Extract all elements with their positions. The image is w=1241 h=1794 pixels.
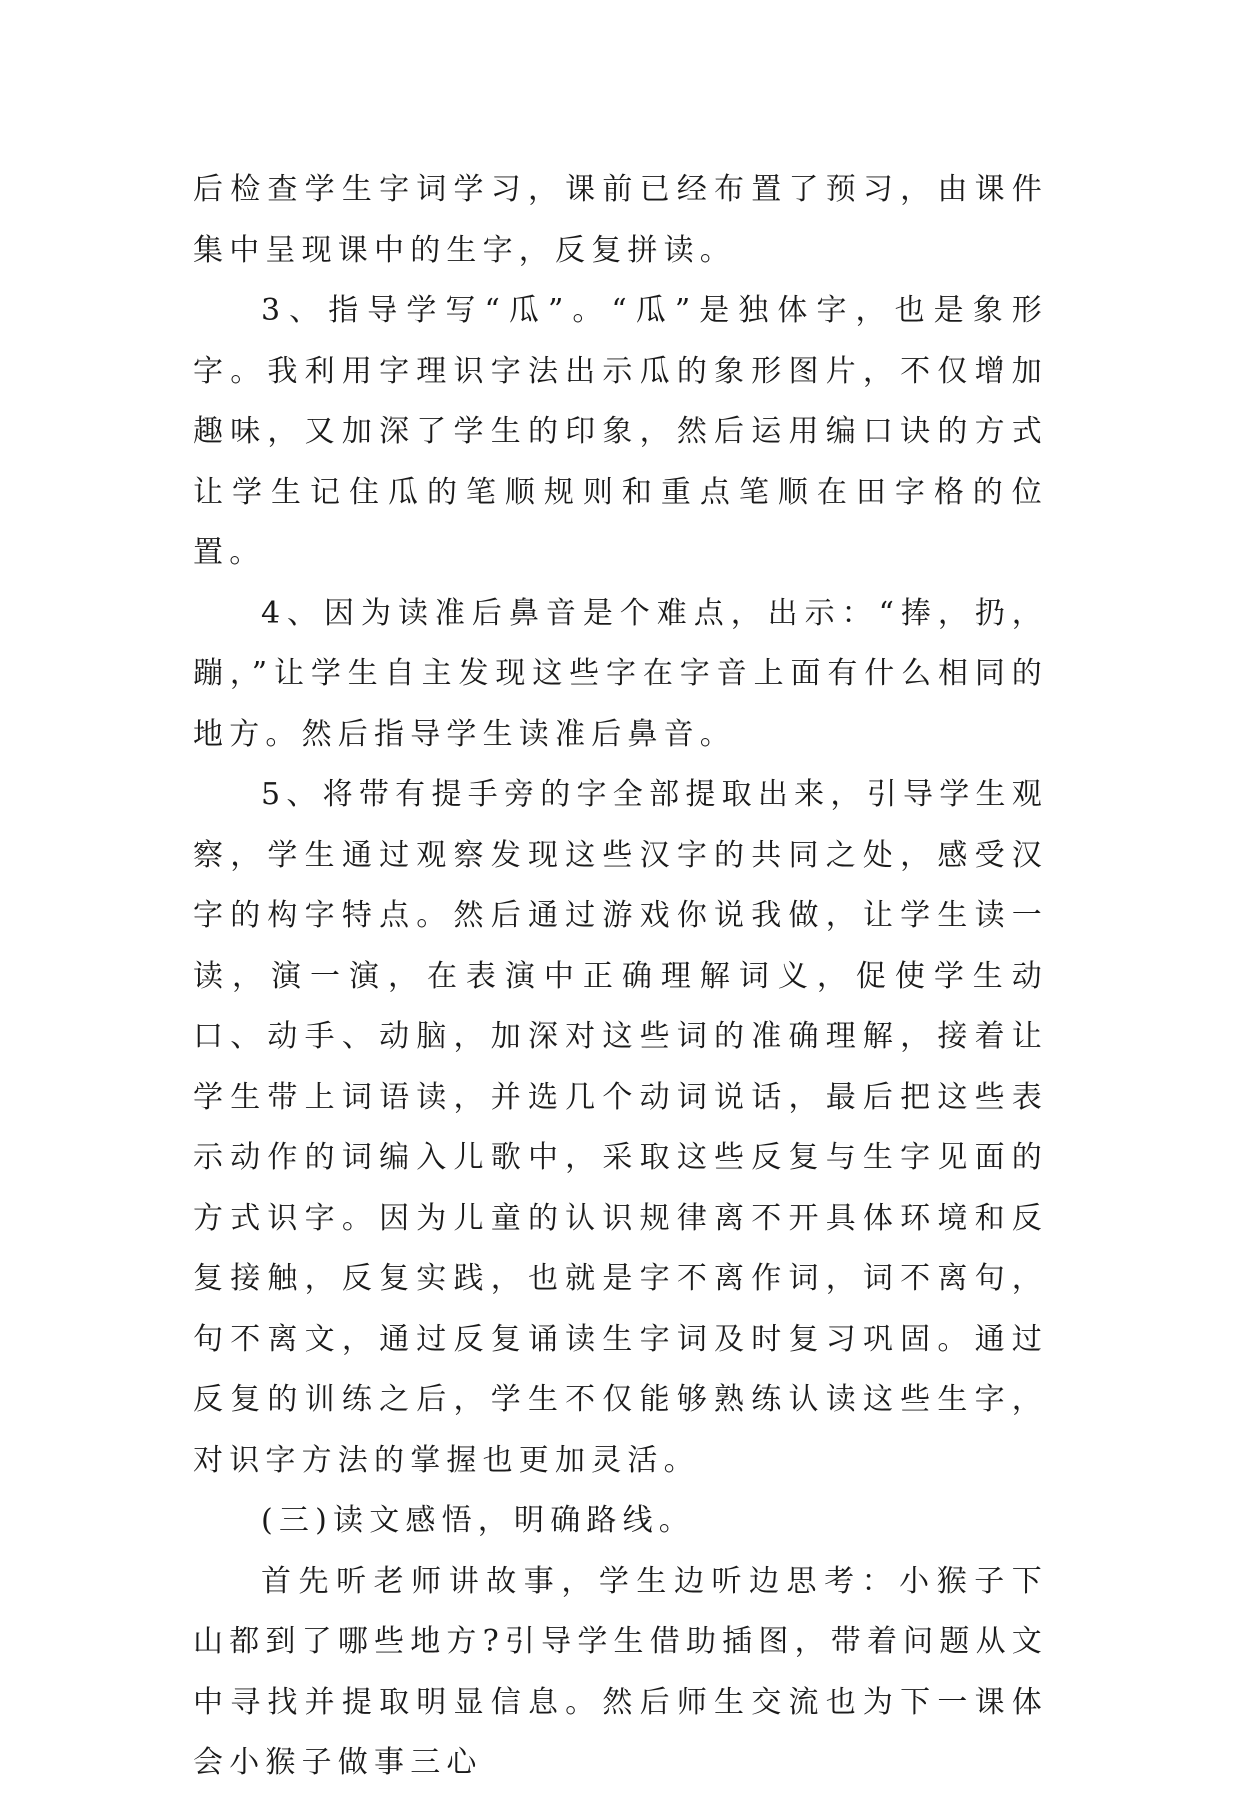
paragraph-item-5: 5、将带有提手旁的字全部提取出来，引导学生观察，学生通过观察发现这些汉字的共同之处，感受汉字的构字特点。然后通过游戏你说我做，让学生读一读，演一演，在表演中正确理解词义，促使学生动口、动手、动脑，加深对这些词的准确理解，接着让学生带上词语读，并选几个动词说话，最后把这些表示动作的词编入儿歌中，采取这些反复与生字见面的方式识字。因为儿童的认识规律离不开具体环境和反复接触，反复实践，也就是字不离作词，词不离句，句不离文，通过反复诵读生字词及时复习巩固。通过反复的训练之后，学生不仅能够熟练认读这些生字，对识字方法的掌握也更加灵活。 bbox=[193, 777, 1048, 1478]
document-body bbox=[193, 160, 1048, 1794]
paragraph-item-3: 3、指导学写“瓜”。“瓜”是独体字，也是象形字。我利用字理识字法出示瓜的象形图片，不仅增加趣味，又加深了学生的印象，然后运用编口诀的方式让学生记住瓜的笔顺规则和重点笔顺在田字格的位置。 bbox=[193, 293, 1048, 570]
paragraph-continuation: 后检查学生字词学习，课前已经布置了预习，由课件集中呈现课中的生字，反复拼读。 bbox=[193, 172, 1048, 268]
section-heading: (三)读文感悟，明确路线。 bbox=[261, 1503, 696, 1538]
paragraph-story: 首先听老师讲故事，学生边听边思考：小猴子下山都到了哪些地方?引导学生借助插图，带着问题从文中寻找并提取明显信息。然后师生交流也为下一课体会小猴子做事三心 bbox=[193, 1563, 1048, 1780]
paragraph-item-4: 4、因为读准后鼻音是个难点，出示：“捧，扔，蹦，”让学生自主发现这些字在字音上面有什么相同的地方。然后指导学生读准后鼻音。 bbox=[193, 595, 1048, 752]
